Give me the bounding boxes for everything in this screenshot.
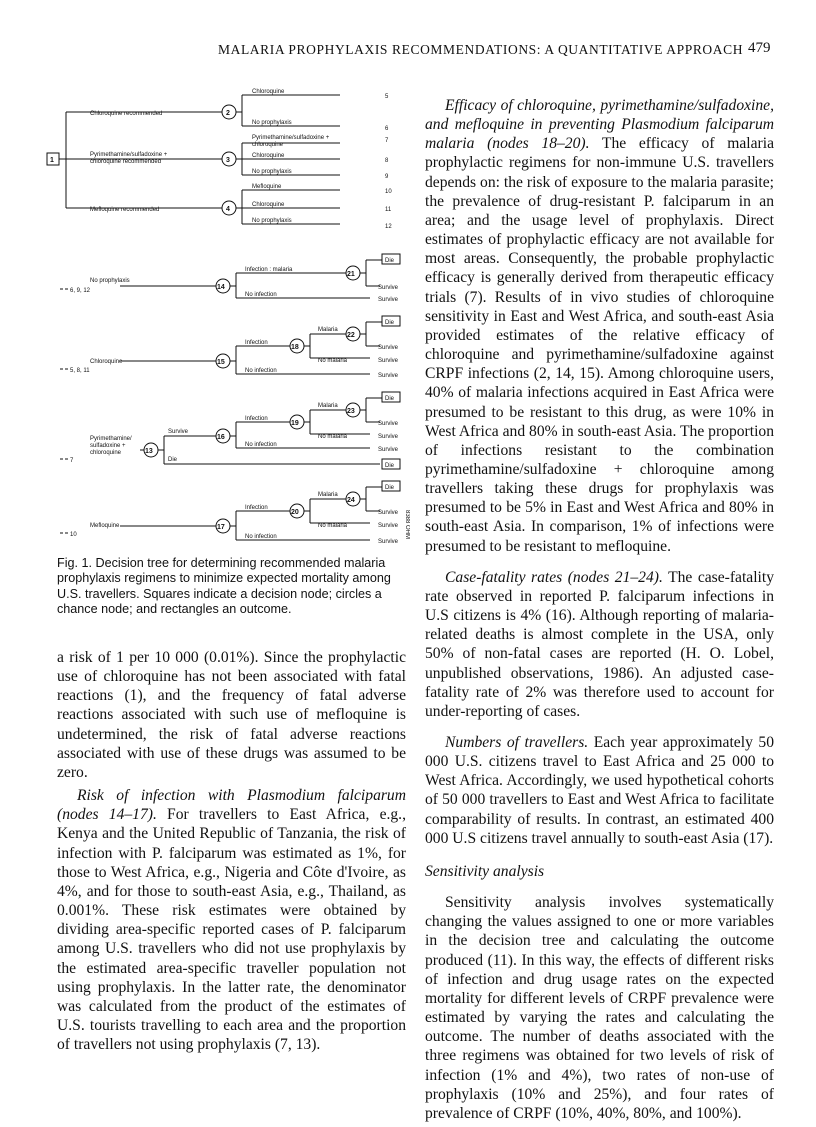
svg-text:Malaria: Malaria <box>318 327 338 333</box>
svg-text:Chloroquine: Chloroquine <box>252 153 285 159</box>
svg-text:Die: Die <box>385 463 395 469</box>
svg-text:17: 17 <box>217 524 225 531</box>
svg-text:Survive: Survive <box>378 421 399 427</box>
svg-text:Infection : malaria: Infection : malaria <box>245 267 293 273</box>
section-lead: Numbers of travellers. <box>445 734 589 751</box>
svg-text:22: 22 <box>347 332 355 339</box>
svg-text:No infection: No infection <box>245 534 277 540</box>
svg-text:Survive: Survive <box>378 510 399 516</box>
svg-text:12: 12 <box>385 224 392 230</box>
page-number: 479 <box>748 40 771 56</box>
svg-text:13: 13 <box>145 448 153 455</box>
svg-text:Survive: Survive <box>378 539 399 545</box>
svg-text:No infection: No infection <box>245 292 277 298</box>
left-paragraph-1: a risk of 1 per 10 000 (0.01%). Since the prophylactic use of chloroquine has not been associated with fatal reactions (1), and the frequency of fatal adverse reactions associated with such use of mefloquine is undetermined, the risk of fatal adverse reactions associated with use of these drugs was assumed to be zero. <box>57 649 406 781</box>
svg-text:No malaria: No malaria <box>318 434 348 440</box>
svg-text:19: 19 <box>291 420 299 427</box>
subtree-no-prophylaxis-label: No prophylaxis <box>90 278 130 284</box>
subtree-pyrimethamine-label: Pyrimethamine/ sulfadoxine + chloroquine <box>90 436 132 456</box>
svg-text:No infection: No infection <box>245 442 277 448</box>
svg-text:Die: Die <box>385 320 395 326</box>
svg-text:3: 3 <box>226 157 230 164</box>
subtree-mefloquine-label: Mefloquine <box>90 523 120 529</box>
svg-text:Die: Die <box>385 258 395 264</box>
svg-text:14: 14 <box>217 284 225 291</box>
subtree-chloroquine-label: Chloroquine <box>90 359 123 365</box>
svg-text:Survive: Survive <box>378 297 399 303</box>
svg-text:7: 7 <box>70 458 74 464</box>
branch-pyrimethamine-recommended: Pyrimethamine/sulfadoxine + chloroquine recommended <box>90 152 168 165</box>
svg-text:8: 8 <box>385 158 389 164</box>
leaf-number: 5 <box>385 94 389 100</box>
svg-text:No malaria: No malaria <box>318 523 348 529</box>
svg-text:23: 23 <box>347 408 355 415</box>
svg-text:Survive: Survive <box>378 523 399 529</box>
svg-text:No prophylaxis: No prophylaxis <box>252 218 292 224</box>
svg-text:Malaria: Malaria <box>318 403 338 409</box>
right-paragraph-case-fatality: Case-fatality rates (nodes 21–24). The case-fatality rate observed in reported P. falciparum infections in U.S citizens is 4% (16). Although reporting of malaria-related deaths is almost complete in the USA, only 50% of non-fatal cases are reported (H. O. Lobel, unpublished observations, 1986). An adjusted case-fatality rate of 2% was therefore used to account for under-reporting of cases. <box>425 568 775 720</box>
svg-text:5, 8, 11: 5, 8, 11 <box>70 368 90 374</box>
svg-text:Chloroquine: Chloroquine <box>252 202 285 208</box>
left-paragraph-2: Risk of infection with Plasmodium falciparum (nodes 14–17). For travellers to East Africa, e.g., Kenya and the United Republic of Tanzania, the risk of infection with P. falciparum was estimated as 1%, for those to West Africa, e.g., Nigeria and Côte d'Ivoire, as 4%, and for those to south-east Asia, e.g., Thailand, as 0.001%. These risk estimates were obtained by dividing area-specific reported cases of P. falciparum among U.S. travellers who did not use prophylaxis by the estimated area-specific traveller population not using prophylaxis. In the latter rate, the denominator was calculated from the product of the estimates of U.S. tourists travelling to each area and the proportion of travellers not using prophylaxis (7, 13). <box>57 787 406 1054</box>
section-lead: Case-fatality rates (nodes 21–24). <box>445 568 663 586</box>
svg-text:Survive: Survive <box>378 358 399 364</box>
svg-text:7: 7 <box>385 138 389 144</box>
svg-text:24: 24 <box>347 497 355 504</box>
svg-text:Survive: Survive <box>378 373 399 379</box>
section-lead: Efficacy of chloroquine, pyrimethamine/sulfadoxine, and mefloquine in preventing Plasmodium falciparum malaria (nodes 18–20). <box>425 97 774 153</box>
svg-text:Infection: Infection <box>245 340 268 346</box>
svg-text:Die: Die <box>385 485 395 491</box>
svg-text:6: 6 <box>385 126 389 132</box>
svg-text:18: 18 <box>291 344 299 351</box>
svg-text:No prophylaxis: No prophylaxis <box>252 120 292 126</box>
svg-text:Infection: Infection <box>245 416 268 422</box>
leaf-label: Chloroquine <box>252 89 285 95</box>
svg-text:No prophylaxis: No prophylaxis <box>252 169 292 175</box>
svg-text:Survive: Survive <box>378 285 399 291</box>
svg-text:Infection: Infection <box>245 505 268 511</box>
svg-text:Survive: Survive <box>378 434 399 440</box>
svg-text:10: 10 <box>70 532 77 538</box>
svg-text:No malaria: No malaria <box>318 358 348 364</box>
svg-text:Mefloquine: Mefloquine <box>252 184 282 190</box>
section-lead: Risk of infection with Plasmodium falciparum (nodes 14–17). <box>57 787 406 824</box>
svg-text:2: 2 <box>226 110 230 117</box>
svg-text:4: 4 <box>226 206 230 213</box>
svg-text:15: 15 <box>217 359 225 366</box>
svg-text:Survive: Survive <box>378 345 399 351</box>
svg-text:Malaria: Malaria <box>318 492 338 498</box>
right-paragraph-efficacy: Efficacy of chloroquine, pyrimethamine/sulfadoxine, and mefloquine in preventing Plasmodium falciparum malaria (nodes 18–20). The efficacy of malaria prophylactic regimens for non-immune U.S. travellers depends on: the risk of exposure to the malaria parasite; the prevalence of drug-resistant P. falciparum in an area; and the usage level of prophylaxis. Direct estimates of prophylactic efficacy are not available for most areas. Consequently, the probable prophylactic efficacy is generally derived from therapeutic efficacy trials (7). Results of in vivo studies of chloroquine sensitivity in East and West Africa, and south-east Asia provided estimates of the relative efficacy of chloroquine and pyrimethamine/sulfadoxine against CRPF infections (2, 14, 15). Among chloroquine users, 40% of malaria infections acquired in East Africa were presumed to be resistant to this drug, as were 10% in West Africa and 80% in south-east Asia. The proportion of infections resistant to the combination pyrimethamine/sulfadoxine + chloroquine among travellers taking these drugs for prophylaxis was presumed to be 5% in East and West Africa and 80% in south-east Asia. In comparison, 1% of infections were presumed to be resistant to mefloquine. <box>425 97 774 555</box>
figure-side-label: 8388 OHM <box>404 510 410 540</box>
right-paragraph-sensitivity: Sensitivity analysis involves systematically changing the values assigned to one or more variables in the decision tree and calculating the outcome produced (11). In this way, the effects of different risks of infection and drug usage rates on the expected mortality for different levels of CRPF prevalence were estimated by varying the rates and calculating the outcome. The number of deaths associated with the three regimens was obtained for two levels of risk of infection (1% and 4%), two rates of non-use of prophylaxis (10% and 25%), and four rates of prevalence of CRPF (10%, 40%, 80%, and 100%). <box>425 894 774 1122</box>
left-column <box>57 648 406 1054</box>
branch-mefloquine-recommended: Mefloquine recommended <box>90 207 160 213</box>
running-title: MALARIA PROPHYLAXIS RECOMMENDATIONS: A QUANTITATIVE APPROACH <box>218 42 744 57</box>
svg-text:16: 16 <box>217 434 225 441</box>
decision-tree-figure <box>30 80 410 550</box>
svg-text:11: 11 <box>385 207 392 213</box>
section-heading-sensitivity: Sensitivity analysis <box>425 862 545 880</box>
svg-text:10: 10 <box>385 189 392 195</box>
svg-text:6, 9, 12: 6, 9, 12 <box>70 288 91 294</box>
right-paragraph-travellers: Numbers of travellers. Each year approximately 50 000 U.S. citizens travel to East Africa and 25 000 to West Africa. Accordingly, we used hypothetical cohorts of 50 000 travellers to East and West Africa to facilitate comparability of results. In contrast, an estimated 400 000 U.S citizens travel annually to south-east Asia (17). <box>425 734 774 847</box>
svg-text:No infection: No infection <box>245 368 277 374</box>
svg-text:20: 20 <box>291 509 299 516</box>
svg-text:9: 9 <box>385 174 389 180</box>
svg-text:Die: Die <box>385 396 395 402</box>
svg-text:Survive: Survive <box>168 429 189 435</box>
branch-chloroquine-recommended: Chloroquine recommended <box>90 111 163 117</box>
svg-text:21: 21 <box>347 271 355 278</box>
right-column <box>425 96 774 1123</box>
die-label: Die <box>168 457 178 463</box>
svg-text:Pyrimethamine/sulfadoxine +chl: Pyrimethamine/sulfadoxine + chloroquine <box>252 135 330 148</box>
figure-caption: Fig. 1. Decision tree for determining recommended malaria prophylaxis regimens to minimize expected mortality among U.S. travellers. Squares indicate a decision node; circles a chance node; and rectangles an outcome. <box>57 556 391 617</box>
svg-text:Survive: Survive <box>378 447 399 453</box>
root-node-number: 1 <box>50 157 54 164</box>
